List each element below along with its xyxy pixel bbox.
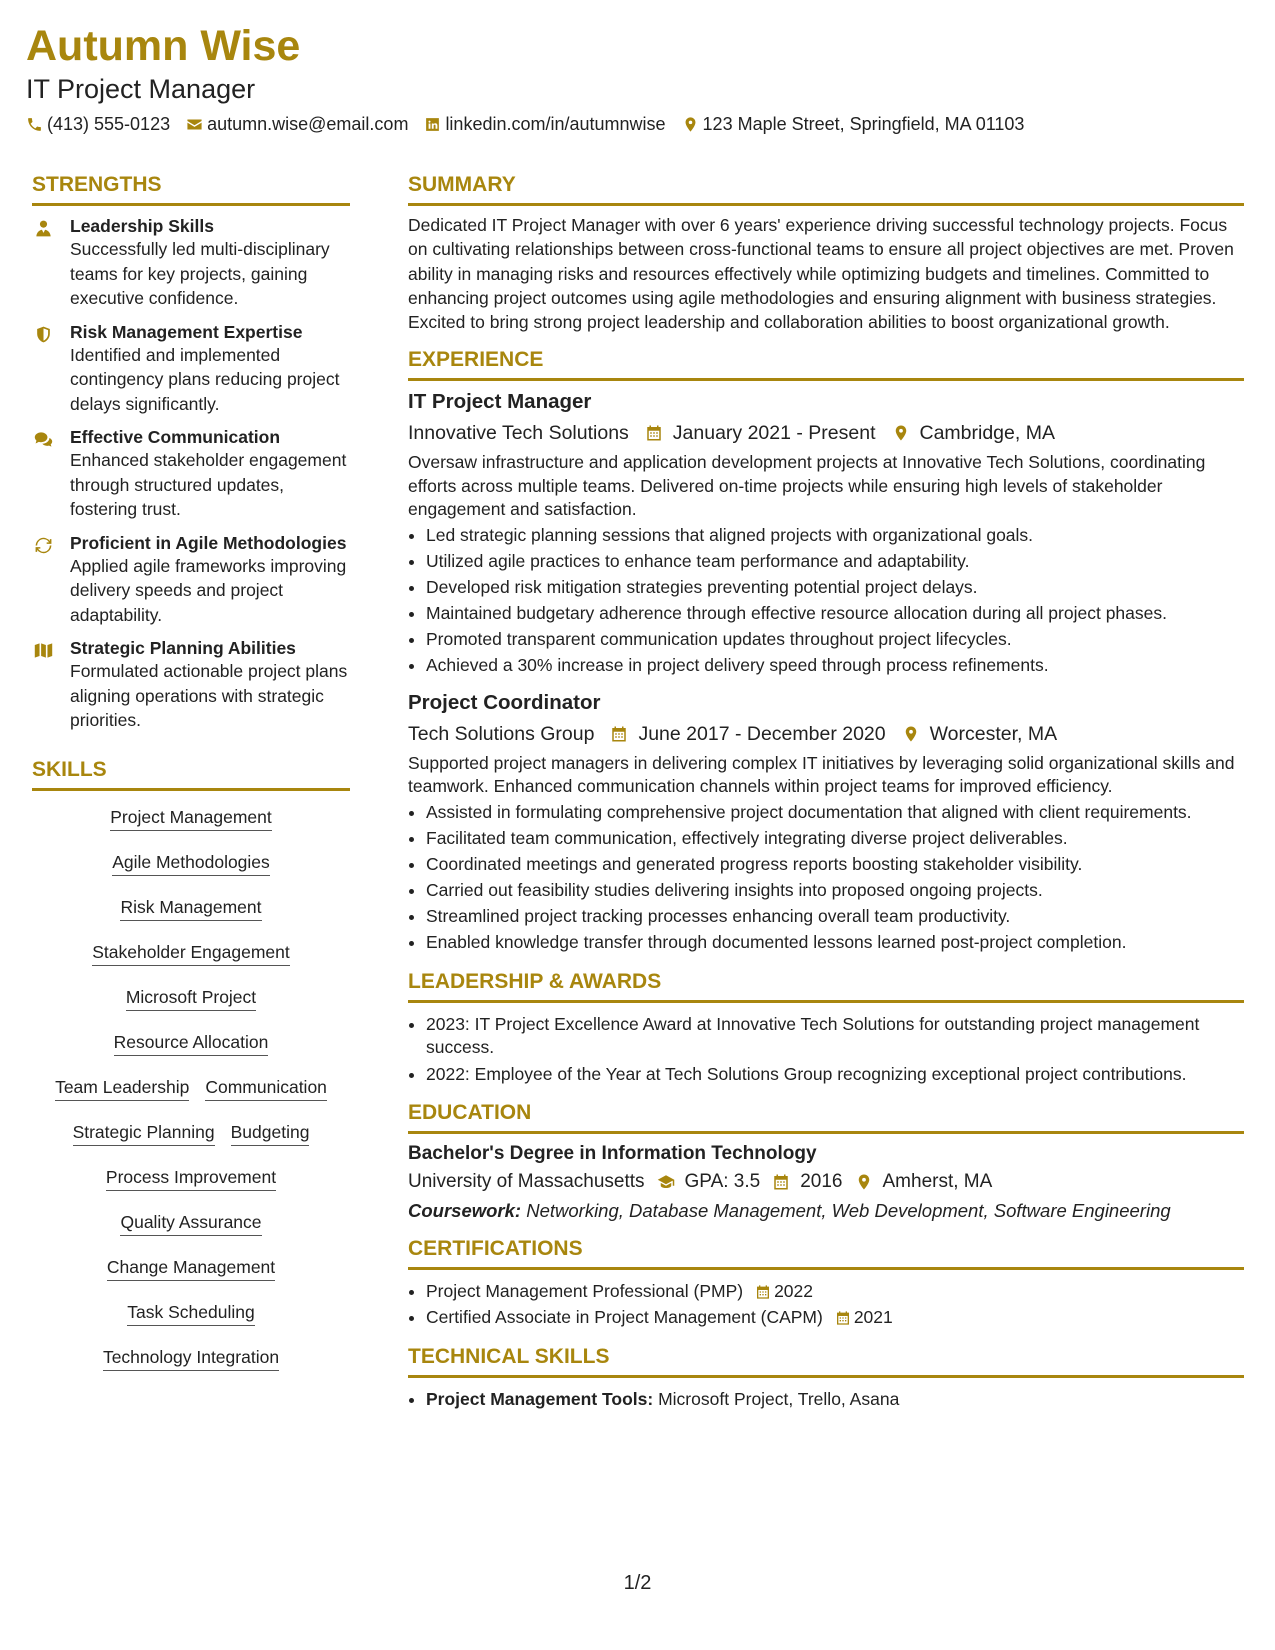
job-desc: Oversaw infrastructure and application development projects at Innovative Tech Solutions, coordinating efforts across multiple teams. Delivered on-time projects while ensuring high levels of stakeholder engagement and satisfaction.	[408, 452, 1206, 520]
strength-title: Leadership Skills	[70, 216, 214, 236]
job-bullets	[408, 801, 1244, 955]
strength-item	[32, 427, 350, 522]
right-column	[408, 172, 1244, 1414]
skill-tag: Team Leadership	[55, 1075, 189, 1101]
comments-icon	[34, 430, 53, 449]
map-marker-icon	[682, 116, 699, 133]
linkedin-icon	[424, 116, 441, 133]
tech-skill-value: Microsoft Project, Trello, Asana	[658, 1388, 900, 1409]
skill-tag: Quality Assurance	[120, 1210, 261, 1236]
graduation-cap-icon	[657, 1173, 675, 1191]
summary-title: SUMMARY	[408, 172, 1244, 206]
job-bullet: • Coordinated meetings and generated progress reports boosting stakeholder visibility.	[426, 853, 1244, 877]
page-number	[0, 1572, 1275, 1595]
skill-tag: Microsoft Project	[126, 985, 256, 1011]
edu-location: Amherst, MA	[882, 1171, 993, 1193]
calendar-icon	[645, 424, 663, 442]
job-entry	[408, 690, 1244, 955]
summary-text: Dedicated IT Project Manager with over 6 years' experience driving successful technology projects. Focus on cultivating relationships between cross-functional teams to ensure all project objectives are met. Proven ability in managing risks and resources effectively while optimizing budgets and timelines. Committed to enhancing project outcomes using agile methodologies and ensuring alignment with business strategies. Excited to bring strong project leadership and collaboration abilities to boost organizational growth.	[408, 215, 1234, 333]
linkedin-text[interactable]: linkedin.com/in/autumnwise	[445, 114, 666, 134]
strength-desc: Successfully led multi-disciplinary teams for key projects, gaining executive confidence.	[70, 239, 330, 308]
skills-title: SKILLS	[32, 757, 350, 791]
job-desc: Supported project managers in delivering complex IT initiatives by leveraging solid organizational skills and teamwork. Enhanced communication channels within project teams for improved efficiency.	[408, 752, 1235, 797]
coursework-text: Networking, Database Management, Web Development, Software Engineering	[526, 1200, 1171, 1222]
strength-title: Effective Communication	[70, 427, 281, 447]
job-bullet: • Promoted transparent communication updates throughout project lifecycles.	[426, 628, 1244, 652]
job-company: Tech Solutions Group	[408, 722, 595, 745]
calendar-icon	[835, 1310, 851, 1326]
candidate-name: Autumn Wise	[26, 22, 301, 70]
skill-tag: Agile Methodologies	[112, 850, 270, 876]
page-number-text: 1/2	[623, 1572, 652, 1594]
cert-item	[426, 1280, 1244, 1304]
skills-list	[32, 801, 350, 1386]
technical-skills-list	[408, 1388, 1244, 1412]
job-bullet: • Led strategic planning sessions that aligned projects with organizational goals.	[426, 524, 1244, 548]
skill-tag: Process Improvement	[106, 1165, 276, 1191]
map-marker-icon	[855, 1173, 873, 1191]
tech-skill-item	[426, 1388, 1244, 1412]
phone-icon	[26, 116, 43, 133]
calendar-icon	[755, 1284, 771, 1300]
job-location: Cambridge, MA	[919, 422, 1055, 445]
candidate-role: IT Project Manager	[26, 74, 256, 104]
strength-item	[32, 322, 350, 417]
skill-tag: Stakeholder Engagement	[92, 940, 290, 966]
award-item: • 2023: IT Project Excellence Award at Innovative Tech Solutions for outstanding project management success.	[426, 1013, 1244, 1060]
contact-linkedin[interactable]	[424, 112, 665, 136]
edu-gpa: GPA: 3.5	[684, 1171, 761, 1193]
address-text: 123 Maple Street, Springfield, MA 01103	[702, 114, 1025, 134]
job-bullet: • Carried out feasibility studies delivering insights into proposed ongoing projects.	[426, 879, 1244, 903]
job-bullet: • Achieved a 30% increase in project delivery speed through process refinements.	[426, 654, 1244, 678]
job-bullet: • Facilitated team communication, effectively integrating diverse project deliverables.	[426, 827, 1244, 851]
certifications-title: CERTIFICATIONS	[408, 1236, 1244, 1270]
strength-item	[32, 638, 350, 733]
cert-name: • Project Management Professional (PMP)	[426, 1281, 744, 1302]
email-text[interactable]: autumn.wise@email.com	[207, 114, 409, 134]
awards-title: LEADERSHIP & AWARDS	[408, 969, 1244, 1003]
strength-item	[32, 533, 350, 628]
certifications-list	[408, 1280, 1244, 1330]
cert-year: 2021	[853, 1307, 893, 1328]
left-column	[32, 172, 350, 1386]
skill-tag: Resource Allocation	[114, 1030, 269, 1056]
skill-tag: Technology Integration	[103, 1345, 279, 1371]
strength-desc: Formulated actionable project plans aligning operations with strategic priorities.	[70, 661, 348, 730]
tech-skill-label: Project Management Tools:	[426, 1388, 654, 1409]
strengths-title: STRENGTHS	[32, 172, 350, 206]
strength-title: Proficient in Agile Methodologies	[70, 532, 347, 553]
strength-title: Strategic Planning Abilities	[70, 638, 296, 658]
skill-tag: Task Scheduling	[127, 1300, 254, 1326]
skill-tag: Risk Management	[120, 895, 261, 921]
job-bullets	[408, 524, 1244, 678]
contact-address	[682, 112, 1025, 136]
shield-icon	[34, 325, 53, 344]
award-item: • 2022: Employee of the Year at Tech Solutions Group recognizing exceptional project contributions.	[426, 1063, 1244, 1087]
job-company: Innovative Tech Solutions	[408, 422, 629, 445]
edu-year: 2016	[800, 1171, 843, 1193]
envelope-icon	[186, 116, 203, 133]
job-location: Worcester, MA	[929, 722, 1058, 745]
map-marker-icon	[902, 725, 920, 743]
job-bullet: • Enabled knowledge transfer through documented lessons learned post-project completion.	[426, 931, 1244, 955]
strength-title: Risk Management Expertise	[70, 321, 303, 342]
job-dates: June 2017 - December 2020	[638, 722, 886, 745]
edu-meta	[408, 1169, 1244, 1195]
contact-phone	[26, 112, 170, 136]
edu-coursework	[408, 1198, 1244, 1224]
technical-skills-title: TECHNICAL SKILLS	[408, 1344, 1244, 1378]
job-bullet: • Streamlined project tracking processes enhancing overall team productivity.	[426, 905, 1244, 929]
skill-tag: Communication	[205, 1075, 327, 1101]
calendar-icon	[610, 725, 628, 743]
user-tie-icon	[34, 219, 53, 238]
skill-tag: Project Management	[110, 805, 271, 831]
cert-item	[426, 1306, 1244, 1330]
strength-desc: Enhanced stakeholder engagement through structured updates, fostering trust.	[70, 450, 347, 519]
calendar-icon	[772, 1173, 790, 1191]
phone-text: (413) 555-0123	[47, 114, 171, 134]
map-marker-icon	[892, 424, 910, 442]
map-icon	[34, 641, 53, 660]
cert-year: 2022	[774, 1281, 814, 1302]
job-bullet: • Assisted in formulating comprehensive project documentation that aligned with client requirements.	[426, 801, 1244, 825]
strength-desc: Identified and implemented contingency plans reducing project delays significantly.	[70, 344, 340, 414]
contact-email[interactable]	[186, 112, 408, 136]
skill-tag: Change Management	[107, 1255, 275, 1281]
coursework-label: Coursework:	[408, 1200, 522, 1222]
job-bullet: • Utilized agile practices to enhance team performance and adaptability.	[426, 550, 1244, 574]
strength-desc: Applied agile frameworks improving delivery speeds and project adaptability.	[70, 555, 347, 625]
job-title: Project Coordinator	[408, 690, 601, 714]
job-meta	[408, 721, 1244, 747]
job-title: IT Project Manager	[408, 390, 592, 414]
contact-bar	[26, 112, 1040, 136]
education-title: EDUCATION	[408, 1100, 1244, 1134]
job-entry	[408, 389, 1244, 677]
edu-school: University of Massachusetts	[408, 1171, 645, 1193]
awards-list	[408, 1013, 1244, 1086]
strength-item	[32, 216, 350, 311]
job-bullet: • Developed risk mitigation strategies preventing potential project delays.	[426, 576, 1244, 600]
skill-tag: Budgeting	[231, 1120, 310, 1146]
skill-tag: Strategic Planning	[73, 1120, 215, 1146]
experience-title: EXPERIENCE	[408, 347, 1244, 381]
sync-icon	[34, 536, 53, 555]
job-bullet: • Maintained budgetary adherence through effective resource allocation during all project phases.	[426, 602, 1244, 626]
job-meta	[408, 420, 1244, 446]
cert-name: • Certified Associate in Project Management (CAPM)	[426, 1307, 823, 1328]
edu-degree: Bachelor's Degree in Information Technology	[408, 1143, 817, 1165]
job-dates: January 2021 - Present	[672, 422, 876, 445]
